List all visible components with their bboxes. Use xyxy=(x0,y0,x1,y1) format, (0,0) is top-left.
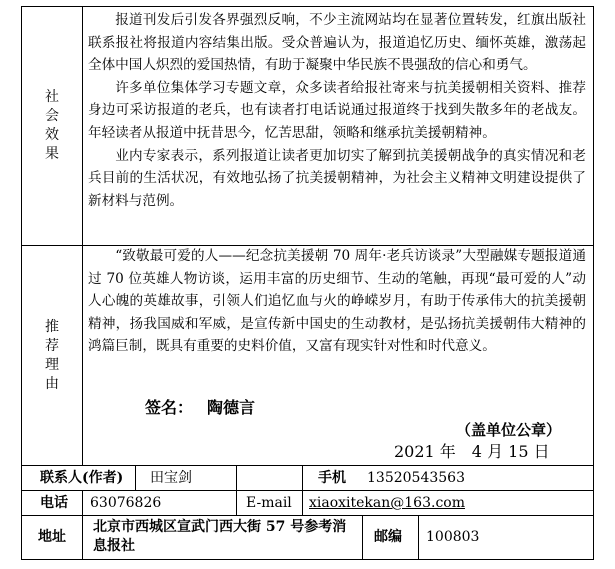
stamp-note: （盖单位公章） xyxy=(456,421,562,439)
contact-row-2-bottom xyxy=(21,515,594,516)
address-label: 地址 xyxy=(38,529,66,545)
frame-bottom xyxy=(21,559,594,560)
social-effect-paragraph-3: 业内专家表示，系列报道让读者更加切实了解到抗美援朝战争的真实情况和老兵目前的生活状况，有效地弘扬了抗美援朝精神，为社会主义精神文明建设提供了新材料与范例。 xyxy=(88,147,586,209)
social-effect-paragraph-2: 许多单位集体学习专题文章，众多读者给报社寄来与抗美援朝相关资料、推荐身边可采访报道的老兵，也有读者打电话说通过报道终于找到失散多年的老战友。年轻读者从报道中抚昔思今，忆苦思甜，领略和继承抗美援朝精神。 xyxy=(88,79,586,141)
recommendation-body xyxy=(88,245,586,358)
contact-col-d xyxy=(302,465,303,515)
recommendation-text: “致敬最可爱的人——纪念抗美援朝 70 周年·老兵访谈录”大型融媒专题报道通过 70 位英雄人物访谈，运用丰富的历史细节、生动的笔触，再现“最可爱的人”动人心魄的英雄故事，引领人们追忆血与火的峥嵘岁月，有助于传承伟大的抗美援朝精神，扬我国威和军威，是宣传新中国史的生动教材，是弘扬抗美援朝伟大精神的鸿篇巨制，既具有重要的史料价值，又富有现实针对性和时代意义。 xyxy=(88,248,586,355)
contact-col-e xyxy=(362,515,363,559)
contact-col-c xyxy=(236,465,237,515)
postcode-label: 邮编 xyxy=(374,529,402,545)
contact-row-top xyxy=(21,465,594,466)
signature-name: 陶德言 xyxy=(207,398,256,417)
contact-col-f xyxy=(418,515,419,559)
phone-value: 63076826 xyxy=(90,495,162,511)
social-effect-body xyxy=(88,9,586,212)
mobile-label: 手机 xyxy=(318,470,346,486)
contact-value: 田宝剑 xyxy=(150,470,192,486)
email-label: E-mail xyxy=(246,495,292,511)
contact-label: 联系人(作者) xyxy=(40,470,124,486)
frame-top xyxy=(21,6,594,7)
recommendation-label: 推 荐 理 由 xyxy=(45,319,59,392)
mobile-value: 13520543563 xyxy=(367,470,465,486)
frame-right xyxy=(593,6,594,560)
social-effect-paragraph-1: 报道刊发后引发各界强烈反响，不少主流网站均在显著位置转发，红旗出版社联系报社将报道内容结集出版。受众普遍认为，报道追忆历史、缅怀英雄，激荡起全体中国人炽烈的爱国热情，有助于凝聚中华民族不畏强敌的信心和勇气。 xyxy=(88,12,586,74)
phone-label: 电话 xyxy=(40,495,68,511)
email-value[interactable]: xiaoxitekan@163.com xyxy=(309,495,465,511)
label-column-divider xyxy=(82,6,83,465)
contact-col-a xyxy=(135,465,136,490)
contact-col-b xyxy=(82,490,83,559)
postcode-value: 100803 xyxy=(426,529,480,545)
contact-row-1-bottom xyxy=(21,490,594,491)
frame-left xyxy=(21,6,22,560)
address-value: 北京市西城区宣武门西大街 57 号参考消息报社 xyxy=(93,519,347,554)
signature-label: 签名： xyxy=(145,398,194,417)
social-effect-label: 社 会 效 果 xyxy=(45,89,59,162)
date: 2021 年 4 月 15 日 xyxy=(394,442,550,461)
